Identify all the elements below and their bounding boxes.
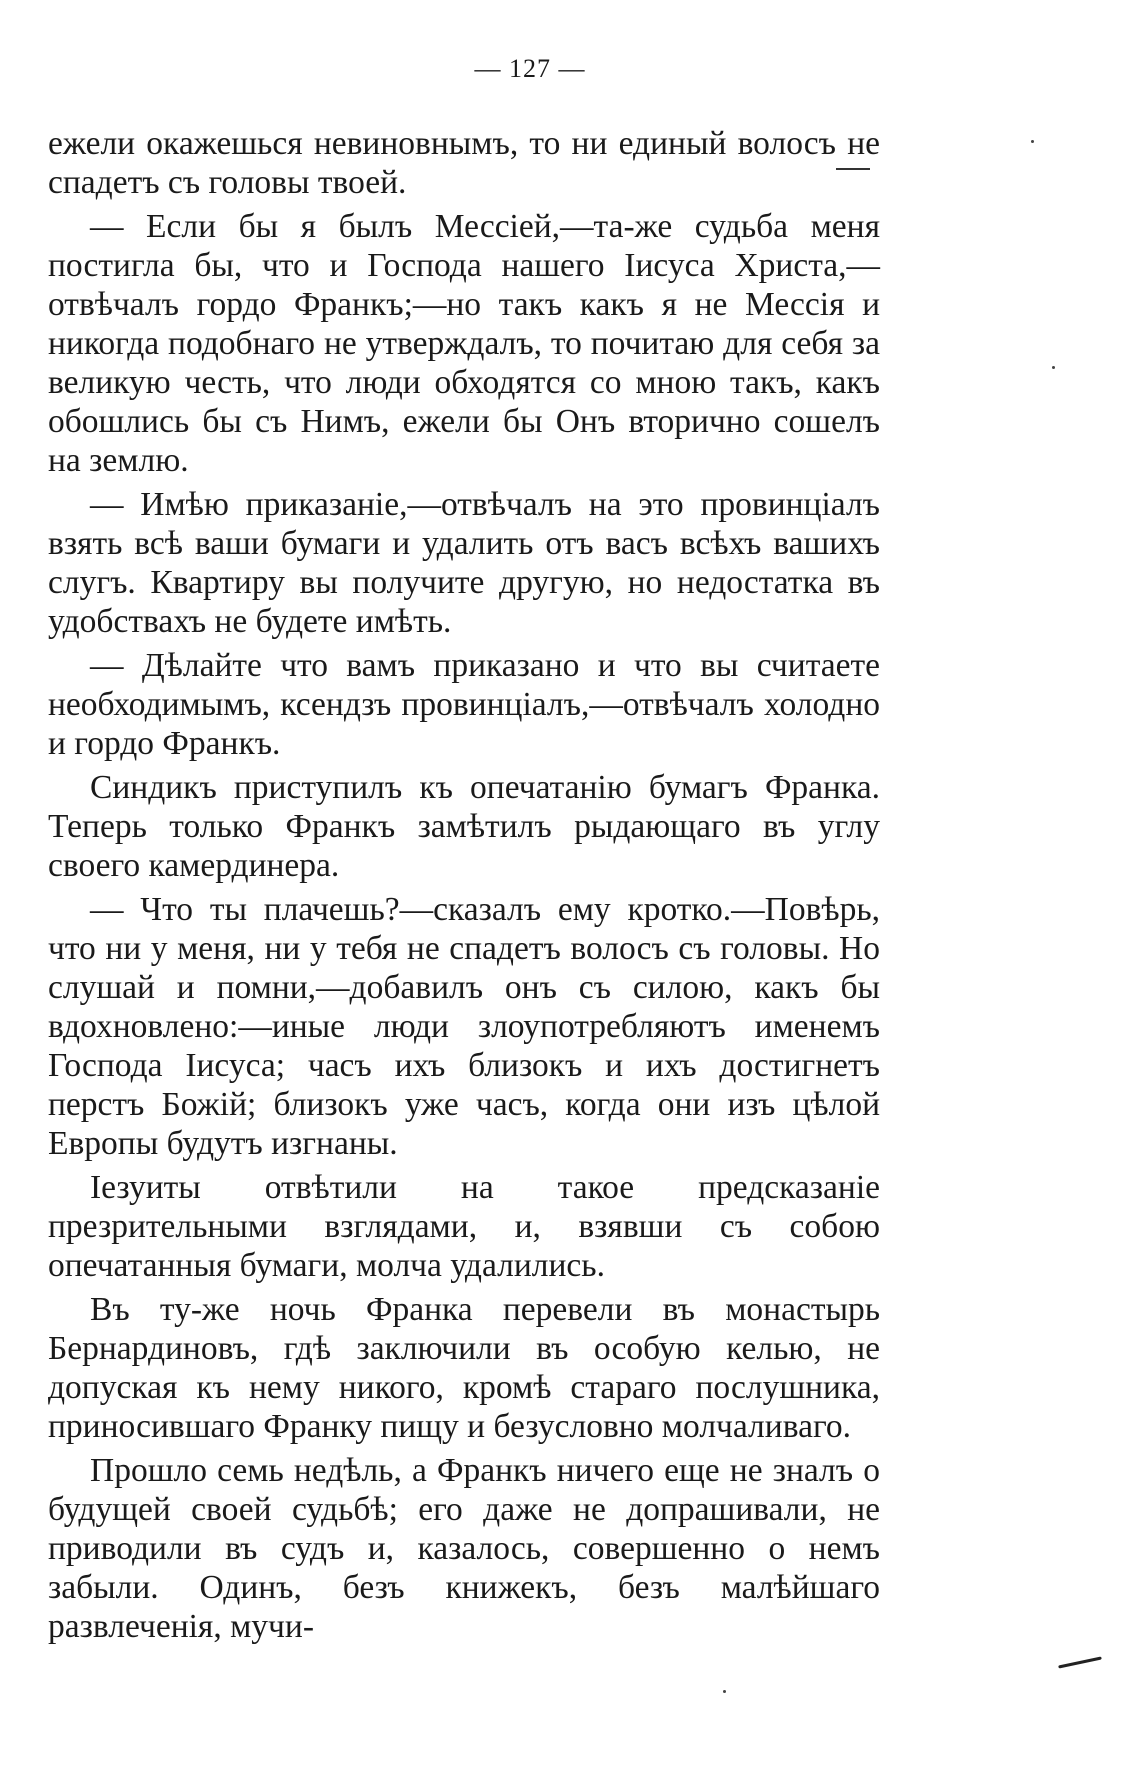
paragraph-continuation: ежели окажешься невиновнымъ, то ни единый волосъ не спадетъ съ головы твоей. — [48, 125, 880, 201]
speck-mark — [1052, 366, 1055, 369]
paragraph: Іезуиты отвѣтили на такое предсказаніе презрительными взглядами, и, взявши съ собою опечатанныя бумаги, молча удалились. — [48, 1169, 880, 1284]
page-number: — 127 — — [474, 54, 586, 83]
paragraph: Синдикъ приступилъ къ опечатанію бумагъ Франка. Теперь только Франкъ замѣтилъ рыдающаго въ углу своего камердинера. — [48, 769, 880, 884]
paragraph: — Что ты плачешь?—сказалъ ему кротко.—Повѣрь, что ни у меня, ни у тебя не спадетъ волосъ съ головы. Но слушай и помни,—добавилъ онъ съ силою, какъ бы вдохновлено:—иные люди злоупотребляютъ именемъ Господа Іисуса; часъ ихъ близокъ и ихъ достигнетъ перстъ Божій; близокъ уже часъ, когда они изъ цѣлой Европы будутъ изгнаны. — [48, 891, 880, 1162]
paragraph: Прошло семь недѣль, а Франкъ ничего еще не зналъ о будущей своей судьбѣ; его даже не допрашивали, не приводили въ судъ и, казалось, совершенно о немъ забыли. Одинъ, безъ книжекъ, безъ малѣйшаго развлеченія, мучи- — [48, 1452, 880, 1645]
paragraph: — Дѣлайте что вамъ приказано и что вы считаете необходимымъ, ксендзъ провинціалъ,—отвѣчалъ холодно и гордо Франкъ. — [48, 647, 880, 762]
text-column — [48, 124, 880, 1651]
paragraph: Въ ту-же ночь Франка перевели въ монастырь Бернардиновъ, гдѣ заключили въ особую келью, не допуская къ нему никого, кромѣ стараго послушника, приносившаго Франку пищу и безусловно молчаливаго. — [48, 1291, 880, 1445]
paragraph: — Имѣю приказаніе,—отвѣчалъ на это провинціалъ взять всѣ ваши бумаги и удалить отъ васъ всѣхъ вашихъ слугъ. Квартиру вы получите другую, но недостатка въ удобствахъ не будете имѣть. — [48, 486, 880, 640]
margin-pen-mark — [1058, 1656, 1102, 1668]
paragraph: — Если бы я былъ Мессіей,—та-же судьба меня постигла бы, что и Господа нашего Іисуса Христа,—отвѣчалъ гордо Франкъ;—но такъ какъ я не Мессія и никогда подобнаго не утверждалъ, то почитаю для себя за великую честь, что люди обходятся со мною такъ, какъ обошлись бы съ Нимъ, ежели бы Онъ вторично сошелъ на землю. — [48, 208, 880, 479]
print-mark-tick — [836, 168, 870, 170]
speck-mark — [723, 1690, 726, 1693]
speck-mark — [1031, 140, 1034, 143]
